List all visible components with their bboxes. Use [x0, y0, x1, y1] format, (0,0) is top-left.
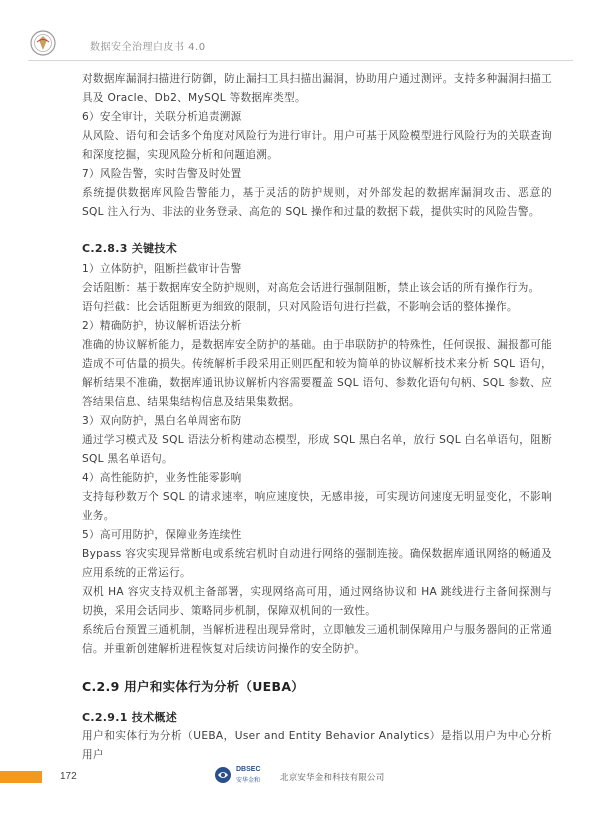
footer-company: 北京安华金和科技有限公司: [280, 773, 385, 783]
paragraph: 从风险、语句和会话多个角度对风险行为进行审计。用户可基于风险模型进行风险行为的关联查询和深度挖掘，实现风险分析和问题追溯。: [82, 130, 552, 161]
header-title: 数据安全治理白皮书 4.0: [90, 42, 206, 53]
paragraph: 对数据库漏洞扫描进行防御，防止漏扫工具扫描出漏洞，协助用户通过测评。支持多种漏洞扫描工具及 Oracle、Db2、MySQL 等数据库类型。: [82, 73, 552, 104]
footer-accent-bar: [0, 771, 42, 783]
subheading: 4）高性能防护，业务性能零影响: [82, 472, 242, 484]
paragraph: 双机 HA 容灾支持双机主备部署，实现网络高可用，通过网络协议和 HA 跳线进行主备间探测与切换，采用会话同步、策略同步机制，保障双机间的一致性。: [82, 586, 552, 617]
paragraph: 支持每秒数万个 SQL 的请求速率，响应速度快，无感串接，可实现访问速度无明显变化，不影响业务。: [82, 491, 552, 522]
page-header: [28, 28, 573, 62]
section-heading: C.2.9.1 技术概述: [82, 711, 177, 724]
subheading: 6）安全审计，关联分析追责溯源: [82, 111, 242, 123]
paragraph: Bypass 容灾实现异常断电或系统宕机时自动进行网络的强制连接。确保数据库通讯网络的畅通及应用系统的正常运行。: [82, 548, 552, 579]
paragraph: 准确的协议解析能力，是数据库安全防护的基础。由于串联防护的特殊性，任何误报、漏报都可能造成不可估量的损失。传统解析手段采用正则匹配和较为简单的协议解析技术来分析 SQL 语句，解析结果不准确，数据库通讯协议解析内容需要覆盖 SQL 语句、参数化语句句柄、SQL 参数、应答结果信息、结果集结构信息及结果集数据。: [82, 339, 552, 408]
subheading: 5）高可用防护，保障业务连续性: [82, 529, 242, 541]
paragraph: 系统提供数据库风险告警能力，基于灵活的防护规则，对外部发起的数据库漏洞攻击、恶意的 SQL 注入行为、非法的业务登录、高危的 SQL 操作和过量的数据下载，提供实时的风险告警。: [82, 187, 552, 218]
paragraph: 通过学习模式及 SQL 语法分析构建动态模型，形成 SQL 黑白名单，放行 SQL 白名单语句，阻断 SQL 黑名单语句。: [82, 434, 552, 465]
paragraph: 系统后台预置三通机制，当解析进程出现异常时，立即触发三通机制保障用户与服务器间的正常通信。并重新创建解析进程恢复对后续访问操作的安全防护。: [82, 624, 552, 655]
header-divider: [28, 60, 573, 61]
association-logo-icon: [30, 30, 56, 56]
subheading: 2）精确防护，协议解析语法分析: [82, 320, 242, 332]
section-heading: C.2.8.3 关键技术: [82, 242, 177, 255]
section-heading: C.2.9 用户和实体行为分析（UEBA）: [82, 679, 305, 694]
subheading: 1）立体防护，阻断拦截审计告警: [82, 263, 242, 275]
footer-brand-cn: 安华金和: [236, 777, 261, 784]
paragraph: 用户和实体行为分析（UEBA，User and Entity Behavior Analytics）是指以用户为中心分析用户: [82, 730, 552, 761]
subheading: 7）风险告警，实时告警及时处置: [82, 168, 242, 180]
page-number: 172: [60, 771, 77, 782]
document-body: [82, 70, 552, 765]
subheading: 3）双向防护，黑白名单周密布防: [82, 415, 242, 427]
paragraph: 语句拦截：比会话阻断更为细致的限制，只对风险语句进行拦截，不影响会话的整体操作。: [82, 301, 518, 313]
footer-brand: DBSEC: [236, 766, 261, 773]
dbsec-logo-icon: [214, 766, 232, 784]
paragraph: 会话阻断：基于数据库安全防护规则，对高危会话进行强制阻断，禁止该会话的所有操作行为。: [82, 282, 540, 294]
